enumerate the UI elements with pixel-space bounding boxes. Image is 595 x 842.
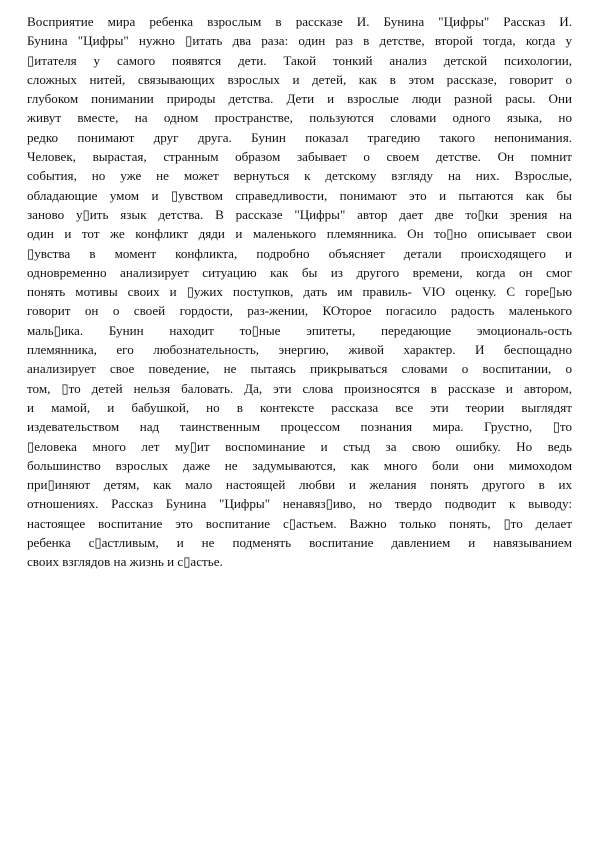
text-line: одновременно анализирует ситуацию как бы из другого времени, когда он смог bbox=[27, 264, 572, 280]
text-line: ▯увства в момент конфликта, подробно объясняет детали происходящего и bbox=[27, 245, 572, 261]
text-line: маль▯ика. Бунин находит то▯ные эпитеты, передающие эмоциональ-ость bbox=[27, 322, 572, 338]
text-line: события, но уже не может вернуться к детскому взгляду на них. Взрослые, bbox=[27, 168, 572, 184]
text-line: понять мотивы своих и ▯ужих поступков, дать им правиль- VIO оценку. С горе▯ью bbox=[27, 284, 572, 300]
text-line: при▯иняют детям, как мало настоящей любви и желания понять другого в их bbox=[27, 477, 572, 493]
essay-body bbox=[27, 12, 572, 572]
text-line: говорит он о своей гордости, раз-жении, КОторое погасило радость маленького bbox=[27, 303, 572, 319]
text-line: один и тот же конфликт дяди и маленького племянника. Он то▯но описывает свои bbox=[27, 226, 572, 242]
text-line: ▯итателя у самого появятся дети. Такой тонкий анализ детской психологии, bbox=[27, 52, 572, 68]
text-line: и мамой, и бабушкой, но в контексте рассказа все эти теории выглядят bbox=[27, 399, 572, 415]
text-line: заново у▯ить язык детства. В рассказе "Цифры" автор дает две то▯ки зрения на bbox=[27, 206, 572, 222]
text-line: отношениях. Рассказ Бунина "Цифры" ненавяз▯иво, но твердо подводит к выводу: bbox=[27, 496, 572, 512]
text-line: своих взглядов на жизнь и с▯астье. bbox=[27, 554, 223, 570]
text-line: глубоком понимании природы детства. Дети и взрослые люди разной расы. Они bbox=[27, 91, 572, 107]
text-line: ребенка с▯астливым, и не подменять воспитание давлением и навязыванием bbox=[27, 535, 572, 551]
text-line: живут вместе, на одном пространстве, пользуются словами одного языка, но bbox=[27, 110, 572, 126]
text-line: племянника, его любознательность, энергию, живой характер. И беспощадно bbox=[27, 342, 572, 358]
text-line: большинство взрослых даже не задумываются, как много боли они мимоходом bbox=[27, 457, 572, 473]
text-line: сложных нитей, связывающих взрослых и детей, как в этом рассказе, говорит о bbox=[27, 71, 572, 87]
text-line: Восприятие мира ребенка взрослым в рассказе И. Бунина "Цифры" Рассказ И. bbox=[27, 14, 572, 29]
text-line: том, ▯то детей нельзя баловать. Да, эти слова произносятся в рассказе и автором, bbox=[27, 380, 572, 396]
text-line: анализирует свое поведение, не пытаясь прикрываться словами о воспитании, о bbox=[27, 361, 572, 377]
text-line: издевательством над таинственным процессом познания мира. Грустно, ▯то bbox=[27, 419, 572, 435]
text-line: Человек, вырастая, странным образом забывает о своем детстве. Он помнит bbox=[27, 149, 572, 165]
text-line: Бунина "Цифры" нужно ▯итать два раза: один раз в детстве, второй тогда, когда у bbox=[27, 33, 572, 49]
text-line: ▯еловека много лет му▯ит воспоминание и стыд за свою ошибку. Но ведь bbox=[27, 438, 572, 454]
text-line: редко понимают друг друга. Бунин показал трагедию такого непонимания. bbox=[27, 129, 572, 145]
text-line: настоящее воспитание это воспитание с▯астьем. Важно только понять, ▯то делает bbox=[27, 515, 572, 531]
text-line: обладающие умом и ▯увством справедливости, понимают это и пытаются как бы bbox=[27, 187, 572, 203]
